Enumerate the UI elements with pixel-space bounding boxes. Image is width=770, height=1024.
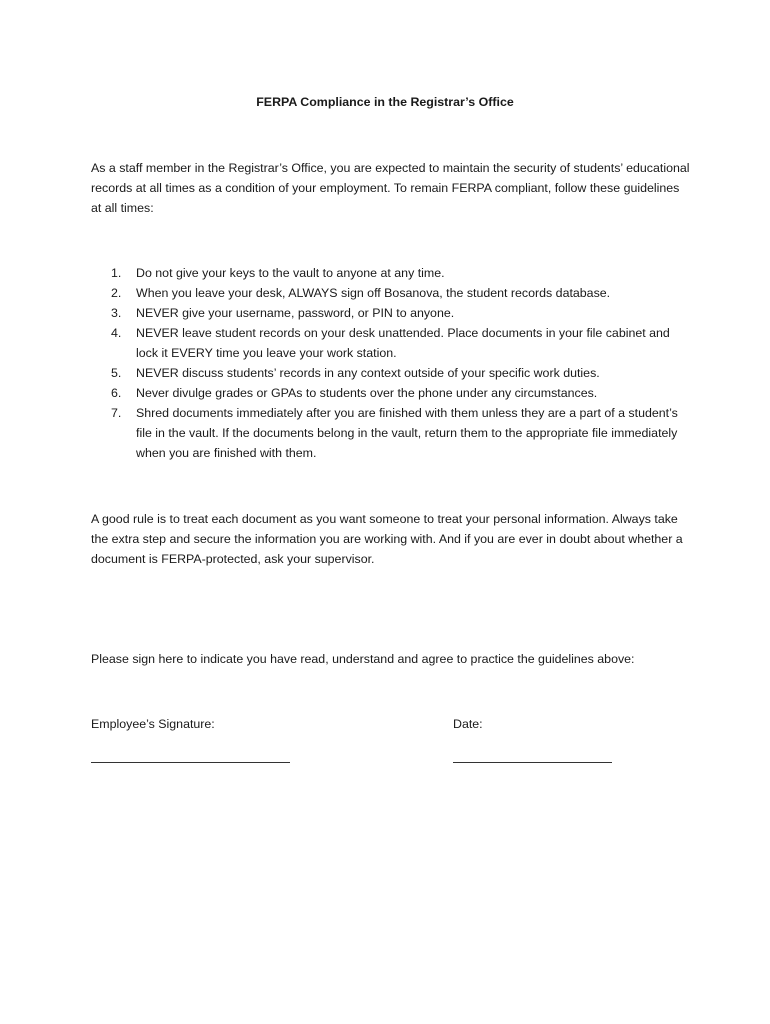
- list-item-text: When you leave your desk, ALWAYS sign off Bosanova, the student records database.: [136, 286, 611, 300]
- list-item: [91, 383, 691, 403]
- list-item-text: Shred documents immediately after you are finished with them unless they are a part of a student’s file in the vault. If the documents belong in the vault, return them to the appropriate file immediately when you are finished with them.: [136, 406, 678, 460]
- list-item-text: Never divulge grades or GPAs to students over the phone under any circumstances.: [136, 386, 598, 400]
- list-item-text: Do not give your keys to the vault to anyone at any time.: [136, 266, 445, 280]
- list-item-number: 5.: [111, 366, 122, 380]
- list-item: [91, 323, 691, 363]
- list-item: [91, 283, 691, 303]
- list-item: [91, 263, 691, 283]
- sign-prompt: Please sign here to indicate you have read, understand and agree to practice the guidelines above:: [91, 652, 635, 666]
- date-line[interactable]: [453, 762, 612, 763]
- list-item-number: 6.: [111, 386, 122, 400]
- document-title: FERPA Compliance in the Registrar’s Office: [256, 95, 514, 109]
- date-label: Date:: [453, 717, 483, 731]
- signature-line[interactable]: [91, 762, 290, 763]
- list-item: [91, 363, 691, 383]
- guidelines-list: [91, 263, 691, 463]
- list-item-number: 1.: [111, 266, 122, 280]
- list-item-number: 2.: [111, 286, 122, 300]
- list-item-number: 7.: [111, 406, 122, 420]
- list-item: [91, 403, 691, 463]
- intro-paragraph: As a staff member in the Registrar’s Office, you are expected to maintain the security of students’ educational records at all times as a condition of your employment. To remain FERPA compliant, follow these guidelines at all times:: [91, 161, 690, 215]
- list-item-number: 4.: [111, 326, 122, 340]
- list-item-text: NEVER leave student records on your desk unattended. Place documents in your file cabinet and lock it EVERY time you leave your work station.: [136, 326, 670, 360]
- signature-label: Employee’s Signature:: [91, 717, 215, 731]
- list-item: [91, 303, 691, 323]
- list-item-number: 3.: [111, 306, 122, 320]
- list-item-text: NEVER discuss students’ records in any context outside of your specific work duties.: [136, 366, 600, 380]
- rule-paragraph: A good rule is to treat each document as you want someone to treat your personal information. Always take the extra step and secure the information you are working with. And if you are ever in doubt about whether a document is FERPA-protected, ask your supervisor.: [91, 512, 683, 566]
- list-item-text: NEVER give your username, password, or PIN to anyone.: [136, 306, 455, 320]
